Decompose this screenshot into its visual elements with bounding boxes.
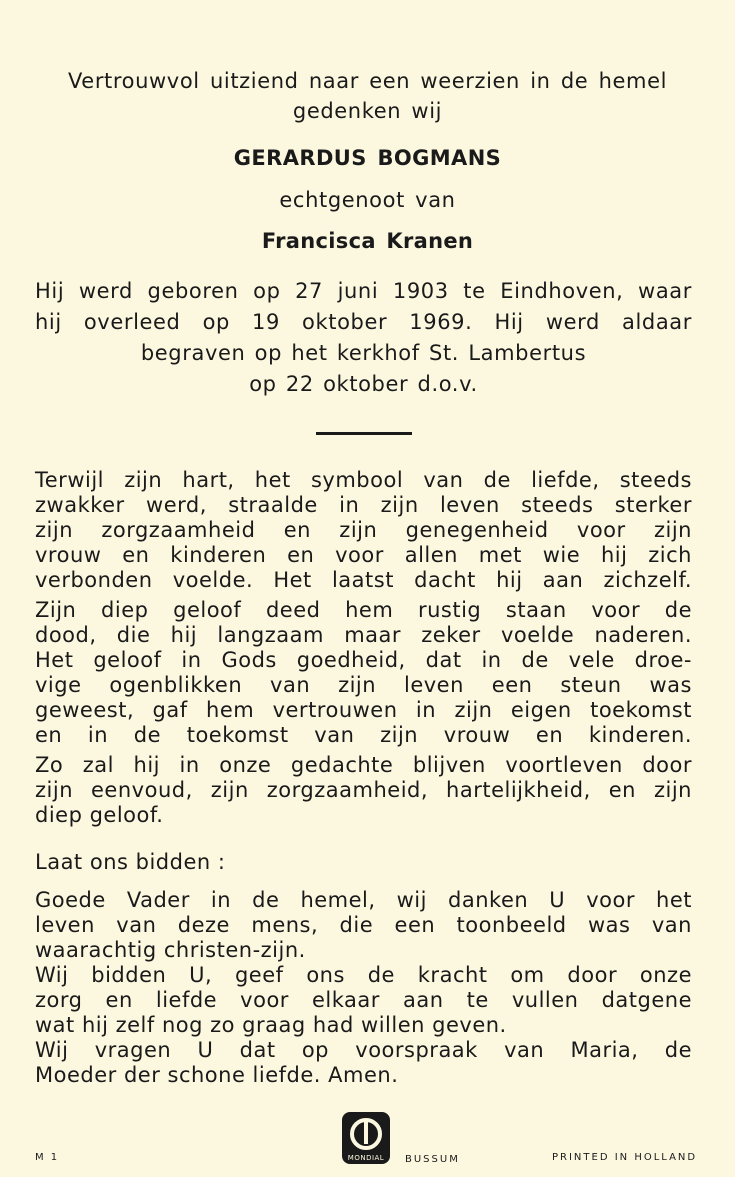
paragraph-line: geweest, gaf hem vertrouwen in zijn eigen toekomst — [35, 698, 692, 722]
paragraph-line: Zijn diep geloof deed hem rustig staan voor de — [35, 598, 692, 622]
prayer-line: Goede Vader in de hemel, wij danken U voor het — [35, 888, 692, 912]
mondial-logo-icon — [340, 1110, 392, 1166]
prayer-line: Moeder der schone liefde. Amen. — [35, 1063, 399, 1087]
paragraph-remembrance — [35, 753, 692, 828]
opening-text — [20, 66, 715, 126]
biography-line: op 22 oktober d.o.v. — [249, 372, 478, 396]
biography-line: begraven op het kerkhof St. Lambertus — [140, 341, 587, 365]
paragraph-line: zijn eenvoud, zijn zorgzaamheid, hartelijkheid, en zijn — [35, 778, 692, 802]
printed-in: PRINTED IN HOLLAND — [552, 1152, 698, 1163]
opening-line-2: gedenken wij — [292, 99, 443, 123]
paragraph-heart — [35, 468, 692, 593]
paragraph-line: en in de toekomst van zijn vrouw en kinderen. — [35, 723, 692, 747]
paragraph-line: vrouw en kinderen en voor allen met wie hij zich — [35, 543, 692, 567]
opening-line-1: Vertrouwvol uitziend naar een weerzien in de hemel — [67, 69, 668, 93]
paragraph-faith — [35, 598, 692, 748]
paragraph-line: zijn zorgzaamheid en zijn genegenheid voor zijn — [35, 518, 692, 542]
prayer-line: leven van deze mens, die een toonbeeld was van — [35, 913, 692, 937]
spouse-label: echtgenoot van — [279, 188, 456, 212]
spouse-name: Francisca Kranen — [261, 229, 474, 253]
logo-text: MONDIAL — [347, 1154, 385, 1162]
prayer-line: waarachtig christen-zijn. — [35, 938, 306, 962]
print-city: BUSSUM — [405, 1154, 460, 1165]
paragraph-line: verbonden voelde. Het laatst dacht hij aan zichzelf. — [35, 568, 692, 592]
divider-rule — [316, 432, 412, 435]
paragraph-line: dood, die hij langzaam maar zeker voelde naderen. — [35, 623, 692, 647]
prayer — [35, 888, 692, 1088]
paragraph-line: vige ogenblikken van zijn leven een steun was — [35, 673, 692, 697]
prayer-line: zorg en liefde voor elkaar aan te vullen datgene — [35, 988, 692, 1012]
biography — [35, 276, 692, 400]
paragraph-line: zwakker werd, straalde in zijn leven steeds sterker — [35, 493, 692, 517]
biography-line: Hij werd geboren op 27 juni 1903 te Eindhoven, waar — [35, 279, 692, 303]
prayer-line: Wij vragen U dat op voorspraak van Maria, de — [35, 1038, 692, 1062]
print-code: M 1 — [35, 1152, 60, 1163]
deceased-name: GERARDUS BOGMANS — [233, 146, 502, 170]
paragraph-line: diep geloof. — [35, 803, 164, 827]
paragraph-line: Terwijl zijn hart, het symbool van de liefde, steeds — [35, 468, 692, 492]
prayer-line: wat hij zelf nog zo graag had willen geven. — [35, 1013, 507, 1037]
biography-line: hij overleed op 19 oktober 1969. Hij werd aldaar — [35, 310, 692, 334]
prayer-line: Wij bidden U, geef ons de kracht om door onze — [35, 963, 692, 987]
prayer-intro: Laat ons bidden : — [35, 850, 226, 874]
paragraph-line: Het geloof in Gods goedheid, dat in de vele droe- — [35, 648, 692, 672]
paragraph-line: Zo zal hij in onze gedachte blijven voortleven door — [35, 753, 692, 777]
